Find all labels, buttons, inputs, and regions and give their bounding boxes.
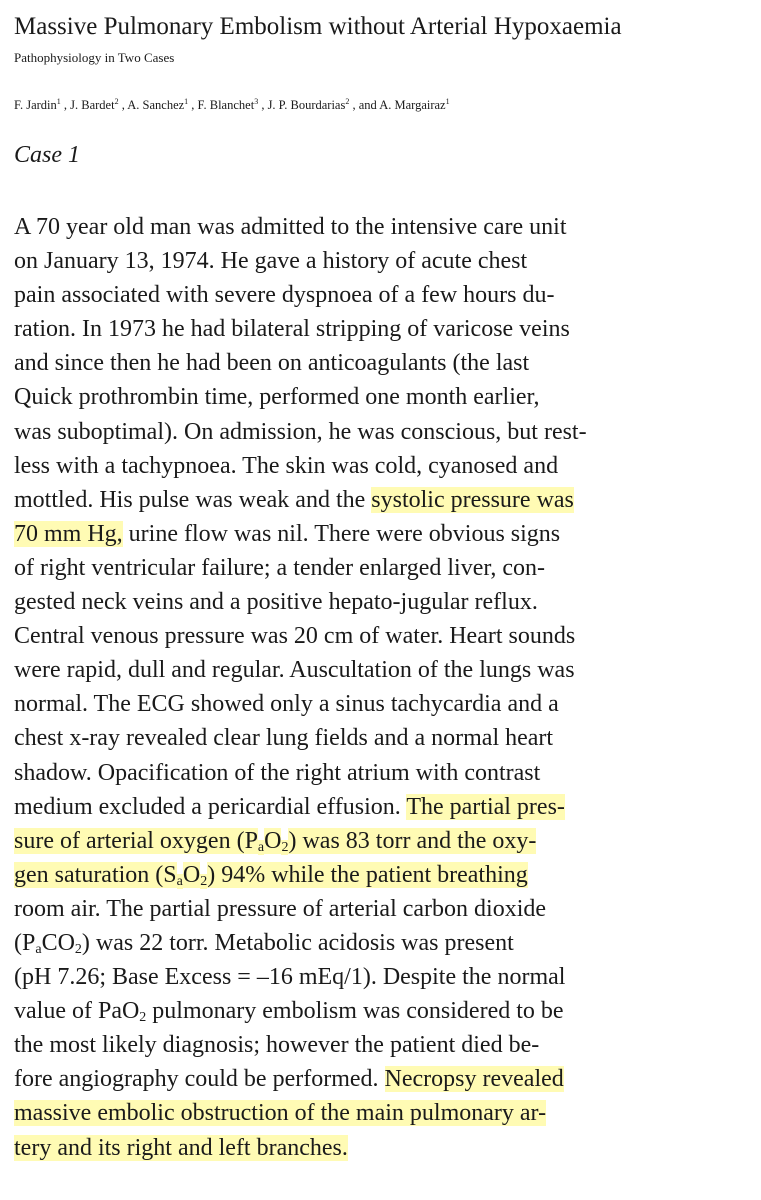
subscript: 2	[74, 941, 82, 957]
highlighted-text: ) 94% while the patient breathing	[207, 861, 528, 888]
highlighted-text: O	[264, 827, 282, 854]
text-segment: normal. The ECG showed only a sinus tachycardia and a	[14, 691, 559, 718]
text-segment: gested neck veins and a positive hepato-jugular reflux.	[14, 589, 538, 616]
text-line	[14, 449, 754, 483]
author-name: A. Margairaz	[379, 98, 446, 112]
subscript: a	[35, 941, 42, 957]
affiliation-marker: 2	[345, 96, 350, 106]
text-line	[14, 619, 754, 653]
author-name: J. P. Bourdarias	[267, 98, 346, 112]
article-subtitle: Pathophysiology in Two Cases	[14, 50, 175, 65]
author-separator: ,	[258, 98, 268, 112]
author-separator: ,	[118, 98, 128, 112]
text-segment: on January 13, 1974. He gave a history of acute chest	[14, 248, 528, 275]
highlighted-text: massive embolic obstruction of the main pulmonary ar-	[14, 1100, 547, 1127]
affiliation-marker: 3	[254, 96, 259, 106]
author-separator: ,	[60, 98, 71, 112]
text-line	[14, 756, 754, 790]
text-segment: urine flow was nil. There were obvious signs	[122, 520, 561, 547]
highlighted-text: gen saturation (S	[14, 861, 177, 888]
text-segment: (pH 7.26; Base Excess = –16 mEq/1). Despite the normal	[14, 964, 566, 991]
text-segment: pain associated with severe dyspnoea of a few hours du-	[14, 282, 555, 309]
text-line	[14, 380, 754, 414]
text-line	[14, 278, 754, 312]
text-line	[14, 551, 754, 585]
text-segment: mottled. His pulse was weak and the	[14, 486, 372, 513]
text-line	[14, 994, 754, 1028]
text-line	[14, 790, 754, 824]
highlighted-text: Necropsy revealed	[384, 1066, 564, 1093]
author-separator: ,	[188, 98, 198, 112]
text-line	[14, 1028, 754, 1062]
text-line	[14, 1062, 754, 1096]
text-segment: medium excluded a pericardial effusion.	[14, 793, 407, 820]
author-name: J. Bardet	[70, 98, 115, 112]
affiliation-marker: 1	[445, 96, 450, 106]
article-title: Massive Pulmonary Embolism without Arterial Hypoxaemia	[14, 13, 622, 40]
text-line	[14, 960, 754, 994]
text-segment: were rapid, dull and regular. Auscultation of the lungs was	[14, 657, 575, 684]
text-segment: chest x-ray revealed clear lung fields and a normal heart	[14, 725, 554, 752]
text-segment: room air. The partial pressure of arterial carbon dioxide	[14, 895, 547, 922]
text-line	[14, 517, 754, 551]
affiliation-marker: 1	[184, 96, 189, 106]
text-segment: of right ventricular failure; a tender enlarged liver, con-	[14, 554, 546, 581]
author-name: F. Blanchet	[197, 98, 255, 112]
highlighted-text: sure of arterial oxygen (P	[14, 827, 258, 854]
text-segment: less with a tachypnoea. The skin was cold, cyanosed and	[14, 452, 559, 479]
text-line	[14, 244, 754, 278]
author-name: A. Sanchez	[127, 98, 185, 112]
text-line	[14, 210, 754, 244]
highlighted-text: ) was 83 torr and the oxy-	[288, 827, 537, 854]
text-segment: Central venous pressure was 20 cm of water. Heart sounds	[14, 623, 576, 650]
text-segment: the most likely diagnosis; however the patient died be-	[14, 1032, 540, 1059]
highlighted-text: O	[182, 861, 201, 888]
text-segment: (P	[14, 929, 36, 956]
subscript: 2	[139, 1010, 147, 1026]
affiliation-marker: 2	[114, 96, 119, 106]
author-separator: , and	[349, 98, 380, 112]
text-line	[14, 483, 754, 517]
text-line	[14, 892, 754, 926]
text-line	[14, 312, 754, 346]
highlighted-text: systolic pressure was	[371, 486, 574, 513]
highlighted-subscript: 2	[200, 873, 208, 889]
text-line	[14, 585, 754, 619]
text-segment: CO	[41, 929, 75, 956]
highlighted-subscript: a	[176, 873, 183, 889]
highlighted-text: The partial pres-	[406, 793, 565, 820]
case-heading: Case 1	[14, 142, 80, 168]
highlighted-text: 70 mm Hg,	[14, 520, 123, 547]
case-paragraph	[14, 210, 754, 1165]
text-segment: value of PaO	[14, 998, 140, 1025]
text-line	[14, 1131, 754, 1165]
highlighted-subscript: 2	[281, 839, 289, 855]
text-line	[14, 858, 754, 892]
author-name: F. Jardin	[14, 98, 57, 112]
text-line	[14, 721, 754, 755]
affiliation-marker: 1	[56, 96, 61, 106]
text-segment: ) was 22 torr. Metabolic acidosis was present	[81, 929, 514, 956]
text-segment: was suboptimal). On admission, he was conscious, but rest-	[14, 418, 587, 445]
text-segment: Quick prothrombin time, performed one month earlier,	[14, 384, 540, 411]
text-line	[14, 926, 754, 960]
text-segment: shadow. Opacification of the right atrium with contrast	[14, 759, 541, 786]
text-line	[14, 653, 754, 687]
text-segment: ration. In 1973 he had bilateral stripping of varicose veins	[14, 316, 570, 343]
text-segment: A 70 year old man was admitted to the intensive care unit	[14, 214, 567, 240]
text-line	[14, 687, 754, 721]
text-line	[14, 415, 754, 449]
text-line	[14, 1096, 754, 1130]
text-segment: and since then he had been on anticoagulants (the last	[14, 350, 530, 377]
text-line	[14, 824, 754, 858]
text-segment: pulmonary embolism was considered to be	[146, 998, 564, 1025]
text-segment: fore angiography could be performed.	[14, 1066, 385, 1093]
highlighted-subscript: a	[257, 839, 265, 855]
text-line	[14, 346, 754, 380]
author-list	[14, 97, 450, 113]
highlighted-text: tery and its right and left branches.	[14, 1134, 348, 1161]
